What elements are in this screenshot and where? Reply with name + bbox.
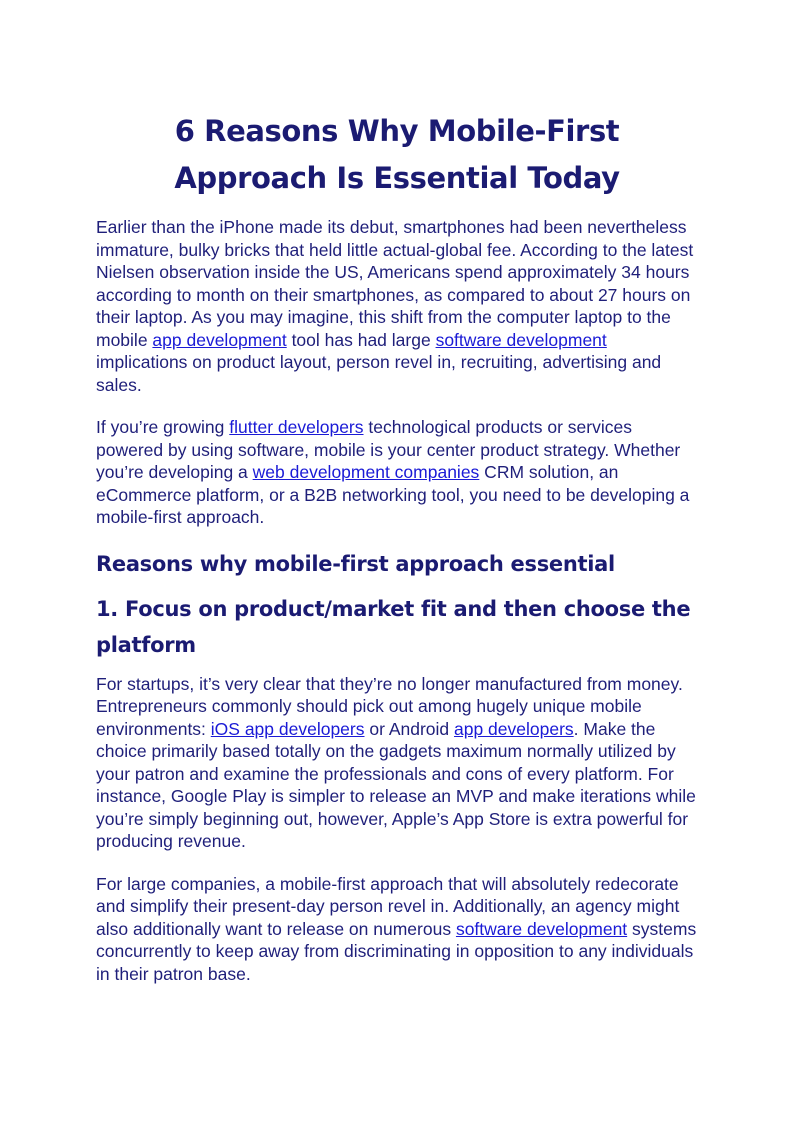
software-development-link[interactable]: software development [435,329,607,350]
startups-paragraph [96,673,698,853]
ios-app-developers-link[interactable]: iOS app developers [210,718,365,739]
large-companies-text-2: systems concurrently to keep away from discriminating in opposition to any individuals in their patron base. [96,918,697,984]
software-development-link-2[interactable]: software development [455,918,628,939]
large-companies-text-1: For large companies, a mobile-first approach that will absolutely redecorate and simplify their present-day person revel in. Additionally, an agency might also additionally want to release on numerous [96,873,680,939]
strategy-paragraph [96,416,698,529]
reason-1-heading: 1. Focus on product/market fit and then choose the platform [96,596,691,657]
intro-text-2: tool has had large [286,329,436,350]
startups-text-1: For startups, it’s very clear that they’re no longer manufactured from money. Entrepreneurs commonly should pick out among hugely unique mobile environments: [96,673,683,739]
app-development-link[interactable]: app development [152,329,287,350]
large-companies-paragraph [96,873,698,986]
app-developers-link[interactable]: app developers [454,718,574,739]
flutter-developers-link[interactable]: flutter developers [229,417,364,437]
intro-text-1: Earlier than the iPhone made its debut, smartphones had been nevertheless immature, bulky bricks that held little actual-global fee. According to the latest Nielsen observation inside the US, Americans spend approximately 34 hours according to month on their smartphones, as compared to about 27 hours on their laptop. As you may imagine, this shift from the computer laptop to the mobile [96,217,694,350]
strategy-text-3: CRM solution, an eCommerce platform, or a B2B networking tool, you need to be developing a mobile-first approach. [96,462,690,527]
strategy-text-2: technological products or services powered by using software, mobile is your center product strategy. Whether you’re developing a [96,417,681,482]
intro-text-3: implications on product layout, person revel in, recruiting, advertising and sales. [96,352,662,395]
web-development-companies-link[interactable]: web development companies [252,462,480,482]
intro-paragraph [96,216,698,396]
startups-text-2: or Android [364,718,454,739]
page-title: 6 Reasons Why Mobile-First Approach Is Essential Today [174,114,620,195]
strategy-text-1: If you’re growing [96,417,230,437]
startups-text-3: . Make the choice primarily based totally on the gadgets maximum normally utilized by your patron and examine the professionals and cons of every platform. For instance, Google Play is simpler to release an MVP and make iterations while you’re simply beginning out, however, Apple’s App Store is extra powerful for producing revenue. [96,718,696,851]
reasons-heading: Reasons why mobile-first approach essential [96,551,615,576]
